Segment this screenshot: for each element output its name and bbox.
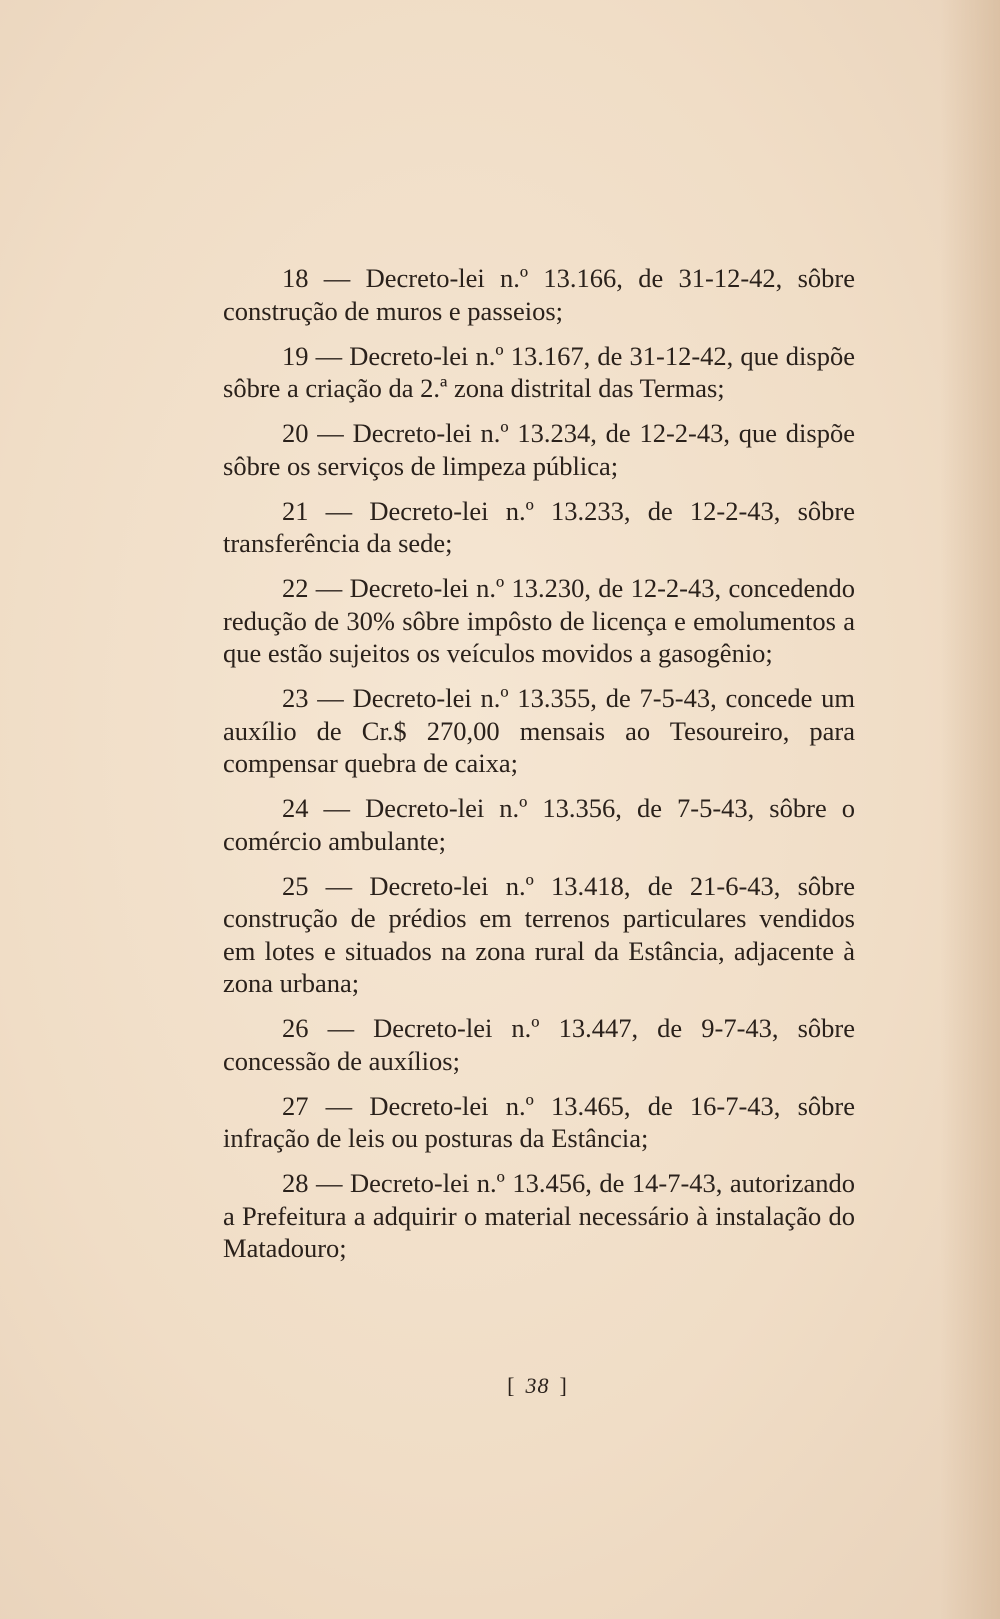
decree-entry-23: 23 — Decreto-lei n.º 13.355, de 7-5-43, concede um auxílio de Cr.$ 270,00 mensais ao Tesoureiro, para compensar quebra de caixa;: [223, 683, 855, 778]
decree-entry-27: 27 — Decreto-lei n.º 13.465, de 16-7-43, sôbre infração de leis ou posturas da Estância;: [223, 1090, 855, 1153]
decree-entry-24: 24 — Decreto-lei n.º 13.356, de 7-5-43, sôbre o comércio ambulante;: [223, 793, 855, 856]
decree-entry-22: 22 — Decreto-lei n.º 13.230, de 12-2-43, concedendo redução de 30% sôbre impôsto de licença e emolumentos a que estão sujeitos os veículos movidos a gasogênio;: [223, 573, 855, 668]
page-number: [0, 1373, 1000, 1399]
decree-entry-19: 19 — Decreto-lei n.º 13.167, de 31-12-42, que dispõe sôbre a criação da 2.ª zona distrital das Termas;: [223, 340, 855, 403]
page-number-open-bracket: [: [507, 1373, 516, 1398]
decree-entry-28: 28 — Decreto-lei n.º 13.456, de 14-7-43, autorizando a Prefeitura a adquirir o material necessário à instalação do Matadouro;: [223, 1168, 855, 1263]
decree-list: [223, 262, 855, 1277]
decree-entry-20: 20 — Decreto-lei n.º 13.234, de 12-2-43, que dispõe sôbre os serviços de limpeza pública;: [223, 418, 855, 481]
decree-entry-26: 26 — Decreto-lei n.º 13.447, de 9-7-43, sôbre concessão de auxílios;: [223, 1013, 855, 1076]
decree-entry-21: 21 — Decreto-lei n.º 13.233, de 12-2-43, sôbre transferência da sede;: [223, 495, 855, 558]
decree-entry-25: 25 — Decreto-lei n.º 13.418, de 21-6-43, sôbre construção de prédios em terrenos particulares vendidos em lotes e situados na zona rural da Estância, adjacente à zona urbana;: [223, 870, 855, 998]
decree-entry-18: 18 — Decreto-lei n.º 13.166, de 31-12-42, sôbre construção de muros e passeios;: [223, 263, 855, 326]
page-number-close-bracket: ]: [559, 1373, 568, 1398]
page-number-value: 38: [525, 1373, 550, 1398]
